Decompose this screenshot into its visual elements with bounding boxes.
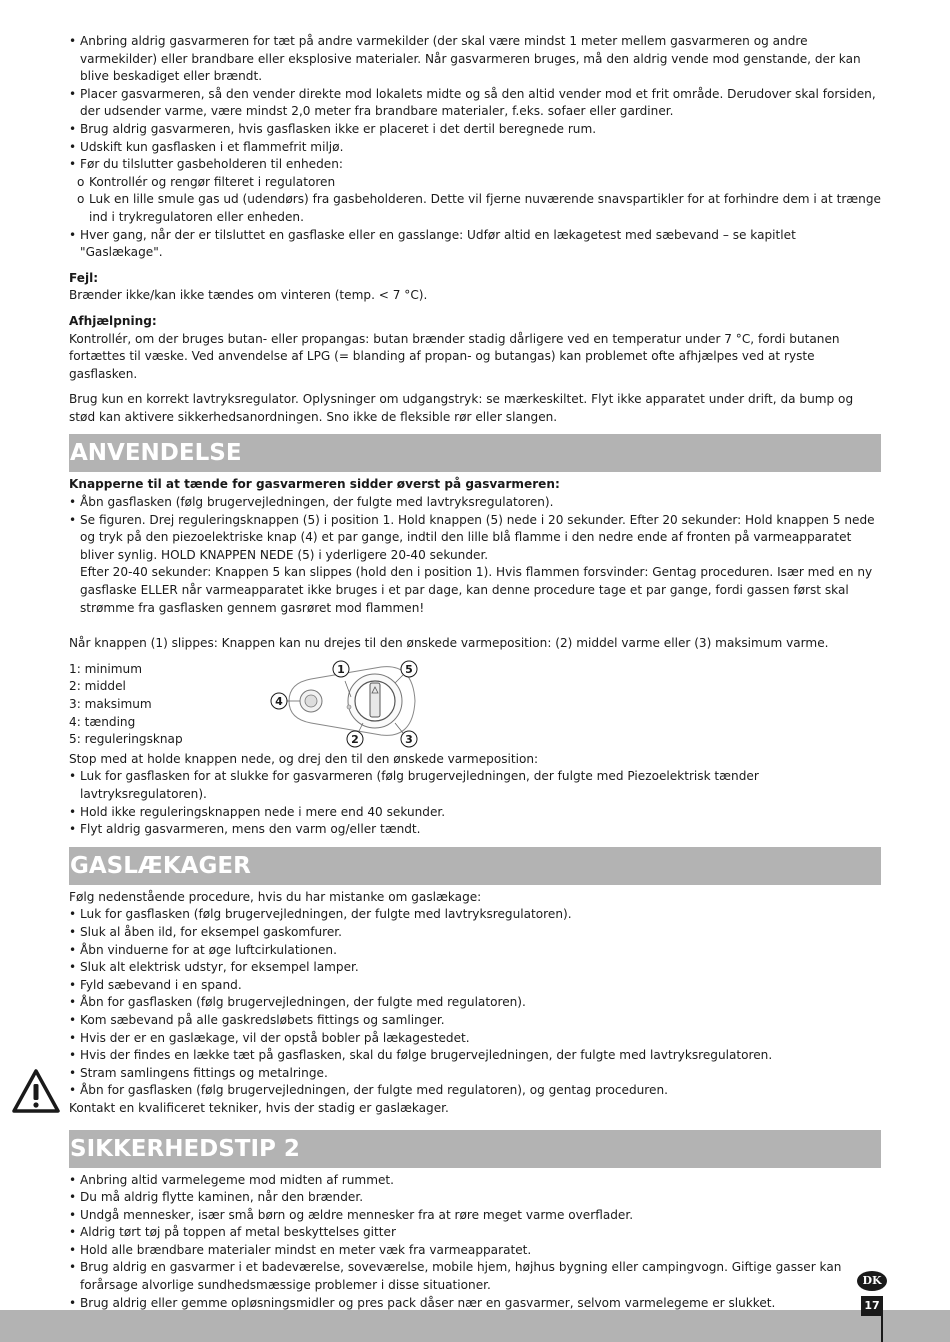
callout-label: 2 <box>351 732 359 746</box>
list-item: • Brug aldrig gasvarmeren, hvis gasflasken ikke er placeret i det dertil beregnede rum. <box>69 121 881 139</box>
legend-item: 4: tænding <box>69 714 136 729</box>
page-number: 17 <box>861 1296 883 1316</box>
list-item: • Aldrig tørt tøj på toppen af metal beskyttelses gitter <box>69 1224 881 1242</box>
list-item: • Udskift kun gasflasken i et flammefrit miljø. <box>69 139 881 157</box>
list-item: • Anbring altid varmelegeme mod midten af rummet. <box>69 1172 881 1190</box>
remedy-text: Kontrollér, om der bruges butan- eller propangas: butan brænder stadig dårligere ved en temperatur under 7 °C, fordi butanen fortættes til væske. Ved anvendelse af LPG (= blanding af propan- og butangas) kan problemet ofte afhjælpes ved at ryste gasflasken. <box>69 331 840 381</box>
list-item: • Åbn gasflasken (følg brugervejledningen, der fulgte med lavtryksregulatoren). <box>69 494 881 512</box>
list-item: • Brug aldrig en gasvarmer i et badeværelse, soveværelse, mobile hjem, højhus bygning eller campingvogn. Giftige gasser kan forårsage alvorlige sundhedsmæssige problemer i disse situationer. <box>69 1259 881 1294</box>
section-title: ANVENDELSE <box>70 440 242 467</box>
gaslaekager-closing: Kontakt en kvalificeret tekniker, hvis der stadig er gaslækager. <box>69 1100 449 1115</box>
list-item: • Se figuren. Drej reguleringsknappen (5) i position 1. Hold knappen (5) nede i 20 sekunder. Efter 20 sekunder: Hold knappen 5 nede og tryk på den piezoelektriske knap (4) et par gange, indtil den lille blå flamme i den nedre ende af fronten på varmeapparatet bliver synlig. HOLD KNAPPEN NEDE (5) i yderligere 20-40 sekunder. <box>69 512 881 565</box>
legend-item: 1: minimum <box>69 661 143 676</box>
list-item: • Åbn vinduerne for at øge luftcirkulationen. <box>69 942 881 960</box>
list-item: • Stram samlingens fittings og metalringe. <box>69 1065 881 1083</box>
list-item: • Luk for gasflasken for at slukke for gasvarmeren (følg brugervejledningen, der fulgte med Piezoelektrisk tænder lavtryksregulatoren). <box>69 768 881 803</box>
fault-text: Brænder ikke/kan ikke tændes om vinteren (temp. < 7 °C). <box>69 288 428 303</box>
warning-triangle-icon <box>12 1068 60 1114</box>
list-item: • Åbn for gasflasken (følg brugervejledningen, der fulgte med regulatoren). <box>69 994 881 1012</box>
sikkerhedstip-bullets <box>69 1172 881 1313</box>
intro-bullets <box>69 33 881 262</box>
section-bar-sikkerhedstip <box>69 1130 881 1168</box>
list-item: • Brug aldrig eller gemme opløsningsmidler og pres pack dåser nær en gasvarmer, selvom varmelegeme er slukket. <box>69 1295 881 1313</box>
remedy-label: Afhjælpning: <box>69 313 157 328</box>
list-item: • Sluk al åben ild, for eksempel gaskomfurer. <box>69 924 881 942</box>
list-item: • Hold alle brændbare materialer mindst en meter væk fra varmeapparatet. <box>69 1242 881 1260</box>
section-title: GASLÆKAGER <box>70 852 251 879</box>
release-text: Når knappen (1) slippes: Knappen kan nu drejes til den ønskede varmeposition: (2) middel varme eller (3) maksimum varme. <box>69 636 829 651</box>
list-item: • Fyld sæbevand i en spand. <box>69 977 881 995</box>
diagram-legend <box>69 661 259 749</box>
sub-list-item: o Kontrollér og rengør filteret i regulatoren <box>69 174 881 192</box>
section-bar-gaslaekager <box>69 847 881 885</box>
anvendelse-continuation: Efter 20-40 sekunder: Knappen 5 kan slippes (hold den i position 1). Hvis flammen forsvinder: Gentag proceduren. Især med en ny gasflaske ELLER når varmeapparatet ikke bruges i et par dage, kan denne procedure tage et par gange, fordi gassen først skal strømme fra gasflasken gennem gasrøret mod flammen! <box>80 565 873 615</box>
list-item: • Kom sæbevand på alle gaskredsløbets fittings og samlinger. <box>69 1012 881 1030</box>
list-item: • Placer gasvarmeren, så den vender direkte mod lokalets midte og så den altid vender mod et frit område. Derudover skal forsiden, der udsender varme, være mindst 2,0 meter fra brandbare materialer, f.eks. sofaer eller gardiner. <box>69 86 881 121</box>
footer-bar <box>0 1310 950 1342</box>
callout-label: 1 <box>337 662 345 676</box>
callout-label: 5 <box>405 662 413 676</box>
section-title: SIKKERHEDSTIP 2 <box>70 1135 300 1162</box>
gaslaekager-bullets <box>69 906 881 1100</box>
list-item: • Åbn for gasflasken (følg brugervejledningen, der fulgte med regulatoren), og gentag proceduren. <box>69 1082 881 1100</box>
legend-item: 5: reguleringsknap <box>69 732 183 747</box>
gaslaekager-lead: Følg nedenstående procedure, hvis du har mistanke om gaslækage: <box>69 889 482 904</box>
language-badge: DK <box>857 1271 887 1291</box>
anvendelse-lead: Knapperne til at tænde for gasvarmeren sidder øverst på gasvarmeren: <box>69 477 560 492</box>
list-item: • Flyt aldrig gasvarmeren, mens den varm og/eller tændt. <box>69 821 881 839</box>
legend-item: 3: maksimum <box>69 697 152 711</box>
diagram-row <box>69 661 881 751</box>
callout-label: 4 <box>275 694 283 708</box>
list-item: • Hver gang, når der er tilsluttet en gasflaske eller en gasslange: Udfør altid en lækagetest med sæbevand – se kapitlet "Gaslækage". <box>69 227 881 262</box>
regulator-note: Brug kun en korrekt lavtryksregulator. Oplysninger om udgangstryk: se mærkeskiltet. Flyt ikke apparatet under drift, da bump og stød kan aktivere sikkerhedsanordningen. Sno ikke de fleksible rør eller slangen. <box>69 392 854 424</box>
anvendelse-bullets <box>69 494 881 564</box>
list-item: • Luk for gasflasken (følg brugervejledningen, der fulgte med lavtryksregulatoren). <box>69 906 881 924</box>
section-bar-anvendelse <box>69 434 881 472</box>
list-item: • Før du tilslutter gasbeholderen til enheden: <box>69 156 881 174</box>
callout-label: 3 <box>405 732 413 746</box>
list-item: • Hold ikke reguleringsknappen nede i mere end 40 sekunder. <box>69 804 881 822</box>
list-item: • Hvis der findes en lække tæt på gasflasken, skal du følge brugervejledningen, der fulgte med lavtryksregulatoren. <box>69 1047 881 1065</box>
legend-item: 2: middel <box>69 679 126 694</box>
stop-bullets <box>69 768 881 838</box>
control-knob-diagram <box>263 653 423 751</box>
list-item: • Hvis der er en gaslækage, vil der opstå bobler på lækagestedet. <box>69 1030 881 1048</box>
stop-text: Stop med at holde knappen nede, og drej den til den ønskede varmeposition: <box>69 751 539 766</box>
list-item: • Undgå mennesker, især små børn og ældre mennesker fra at røre meget varme overflader. <box>69 1207 881 1225</box>
page-content <box>69 33 881 1312</box>
sub-list-item: o Luk en lille smule gas ud (udendørs) fra gasbeholderen. Dette vil fjerne nuværende snavspartikler for at forhindre dem i at trænge ind i trykregulatoren eller enheden. <box>69 191 881 226</box>
list-item: • Anbring aldrig gasvarmeren for tæt på andre varmekilder (der skal være mindst 1 meter mellem gasvarmeren og andre varmekilder) eller brandbare eller eksplosive materialer. Når gasvarmeren bruges, må den aldrig vende mod genstande, der kan blive beskadiget eller brændt. <box>69 33 881 86</box>
list-item: • Du må aldrig flytte kaminen, når den brænder. <box>69 1189 881 1207</box>
fault-label: Fejl: <box>69 270 99 285</box>
list-item: • Sluk alt elektrisk udstyr, for eksempel lamper. <box>69 959 881 977</box>
